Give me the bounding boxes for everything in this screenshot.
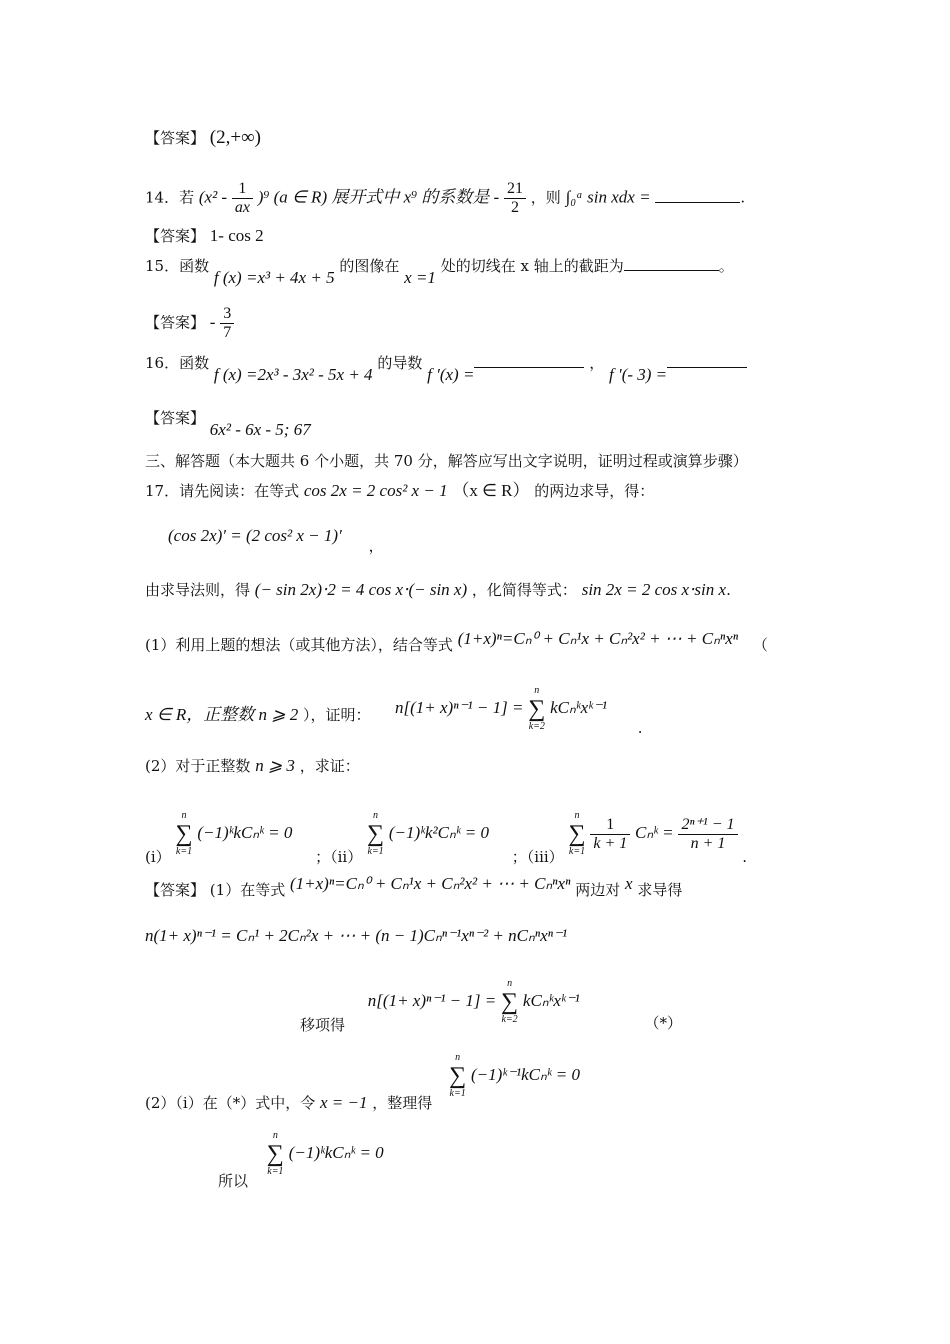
sol-s2-a: (2）（i）在（*）式中，令	[145, 1094, 316, 1112]
q15-function: f (x) =x³ + 4x + 5	[213, 268, 335, 287]
answer-15	[145, 305, 234, 342]
answer-14	[145, 226, 264, 246]
q17-part1-goal	[395, 685, 643, 737]
sum-upper: n	[272, 1130, 278, 1141]
q17-p1-paren: （	[752, 636, 768, 654]
q17-iii-num: 1	[590, 816, 630, 835]
q15-point: x =1	[404, 268, 436, 287]
sol-s2-b: ，整理得	[372, 1094, 433, 1112]
q17-deriv-eq: (cos 2x)′ = (2 cos² x − 1)′	[168, 526, 342, 545]
sum-upper: n	[534, 685, 540, 696]
q17-p1-goal-left: n[(1+ x)ⁿ⁻¹ − 1] =	[395, 698, 524, 717]
answer-blank	[655, 188, 740, 203]
q17-rule-b: ，化简得等式：	[471, 581, 577, 599]
q17-ii-label: ；（ii）	[315, 848, 363, 866]
q17-p1-eq: (1+x)ⁿ=Cₙ⁰ + Cₙ¹x + Cₙ²x² + ⋯ + Cₙⁿxⁿ	[457, 629, 739, 648]
q14-end: .	[740, 188, 746, 207]
solution-part2	[145, 1052, 581, 1112]
summation: n ∑ k=2	[528, 685, 546, 732]
q17-deriv-comma: ，	[368, 537, 384, 555]
sol-s1-eq: (1+x)ⁿ=Cₙ⁰ + Cₙ¹x + Cₙ²x² + ⋯ + Cₙⁿxⁿ	[289, 874, 571, 893]
sum-upper: n	[507, 978, 513, 989]
sum-upper: n	[181, 810, 187, 821]
q16-derivative-value: f ′(- 3) =	[609, 365, 668, 384]
answer-15-num: 3	[220, 305, 234, 324]
answer-16	[145, 408, 311, 439]
q15-mid: 的图像在	[339, 257, 400, 275]
sum-lower: k=2	[528, 721, 545, 732]
q17-part2	[145, 756, 360, 776]
q17-iii-den: k + 1	[593, 834, 628, 852]
sol-move-eq-left: n[(1+ x)ⁿ⁻¹ − 1] =	[367, 991, 497, 1010]
sum-lower: k=1	[175, 846, 193, 857]
sol-s1-x: x	[625, 874, 633, 893]
q17-p2-cond: n ⩾ 3	[255, 756, 295, 775]
sol-move-eq-right: kCₙᵏxᵏ⁻¹	[522, 991, 580, 1010]
answer-label: 【答案】	[145, 227, 206, 245]
q14-number: 14．若	[145, 188, 195, 207]
summation: n ∑ k=1	[367, 810, 385, 857]
q17-iii-rden: n + 1	[690, 834, 726, 852]
q14-frac2-num: 21	[504, 180, 526, 199]
q17-iii-label: ；（iii）	[511, 848, 564, 866]
sol-s1-c: 求导得	[637, 881, 683, 899]
sum-upper: n	[455, 1052, 461, 1063]
answer-13	[145, 128, 261, 148]
sum-lower: k=1	[367, 846, 384, 857]
solution-conclusion	[218, 1130, 384, 1190]
q17-identities	[145, 810, 748, 866]
sum-lower: k=1	[568, 846, 586, 857]
q17-ii-eq: (−1)ᵏk²Cₙᵏ = 0	[388, 823, 489, 842]
q17-rule-eq2: sin 2x = 2 cos x⋅sin x	[581, 580, 727, 599]
q16-function: f (x) =2x³ - 3x² - 5x + 4	[213, 365, 373, 384]
q17-rule	[145, 580, 731, 600]
answer-label: 【答案】	[145, 313, 206, 332]
q17-p1-end: .	[637, 719, 643, 737]
q14-fraction-2	[504, 180, 526, 217]
q16-mid: 的导数	[377, 354, 423, 372]
q15-tail: 处的切线在 x 轴上的截距为	[440, 257, 624, 275]
q17-intro-eq: cos 2x = 2 cos² x − 1	[303, 481, 448, 500]
sum-lower: k=1	[449, 1088, 466, 1099]
q17-part1	[145, 629, 768, 655]
summation: n ∑ k=1	[266, 1130, 284, 1177]
q17-rule-eq: (− sin 2x)⋅2 = 4 cos x⋅(− sin x)	[254, 580, 468, 599]
q17-intro-cond: （x ∈ R）	[452, 481, 530, 500]
q17-p1-b: ），证明：	[303, 706, 371, 724]
q17-iii-end: .	[742, 848, 748, 866]
q16-derivative: f ′(x) =	[427, 365, 475, 384]
q17-p2-b: ，求证：	[299, 757, 360, 775]
q17-intro	[145, 481, 654, 501]
q14-frac-num: 1	[232, 180, 253, 199]
q17-p2-a: (2）对于正整数	[145, 757, 251, 775]
q17-p1-cond: x ∈ R，正整数 n ⩾ 2	[145, 705, 299, 724]
q15-end: 。	[718, 257, 734, 275]
summation: n ∑ k=1	[175, 810, 193, 857]
solution-part1	[145, 874, 683, 900]
question-14	[145, 180, 745, 217]
q17-iii-mid: Cₙᵏ =	[635, 823, 674, 842]
answer-14-value: 1- cos 2	[209, 226, 264, 245]
q14-expr-c: ，则	[530, 188, 561, 207]
q14-expr-a: (x² -	[198, 187, 228, 207]
section-heading: 三、解答题（本大题共 6 个小题，共 70 分，解答应写出文字说明，证明过程或演算步骤）	[145, 452, 748, 470]
answer-15-sign: -	[209, 312, 216, 332]
q17-p1-goal-right: kCₙᵏxᵏ⁻¹	[550, 698, 607, 717]
q16-separator: ，	[589, 354, 605, 372]
summation: n ∑ k=1	[568, 810, 586, 857]
answer-blank	[624, 256, 719, 271]
sol-s1-a: (1）在等式	[209, 881, 286, 899]
sol-s1-line: n(1+ x)ⁿ⁻¹ = Cₙ¹ + 2Cₙ²x + ⋯ + (n − 1)Cₙⁿ⁻¹xⁿ⁻² + nCₙⁿxⁿ⁻¹	[145, 926, 568, 945]
q15-number: 15．函数	[145, 257, 210, 275]
q14-expr-b: )⁹ (a ∈ R) 展开式中 x⁹ 的系数是 -	[257, 187, 500, 207]
answer-13-value: (2,+∞)	[209, 127, 261, 148]
answer-15-den: 7	[223, 324, 232, 341]
sol-s1-b: 两边对	[575, 881, 621, 899]
sol-star: （*）	[644, 1014, 683, 1032]
q14-integral: ∫₀ᵃ sin xdx =	[565, 187, 651, 207]
q17-rule-end: .	[726, 581, 731, 599]
sol-so-label: 所以	[218, 1172, 249, 1190]
q14-fraction	[232, 180, 253, 217]
sum-lower: k=2	[501, 1014, 518, 1025]
answer-15-fraction	[220, 305, 234, 342]
q17-part1-cond	[145, 705, 371, 725]
summation: n ∑ k=1	[449, 1052, 467, 1099]
sum-lower: k=1	[267, 1166, 284, 1177]
answer-label: 【答案】	[145, 409, 206, 427]
summation: n ∑ k=2	[501, 978, 519, 1025]
question-16	[145, 353, 747, 384]
q17-intro-b: 的两边求导，得：	[534, 482, 655, 500]
answer-16-value: 6x² - 6x - 5; 67	[209, 420, 311, 439]
sum-upper: n	[373, 810, 379, 821]
sol-s2-x: x = −1	[319, 1093, 368, 1112]
q17-intro-a: 17．请先阅读：在等式	[145, 482, 300, 500]
answer-label: 【答案】	[145, 881, 206, 899]
q17-i-eq: (−1)ᵏkCₙᵏ = 0	[197, 823, 293, 842]
solution-derivative	[145, 926, 567, 946]
answer-blank	[474, 353, 584, 368]
q16-number: 16．函数	[145, 354, 210, 372]
solution-move	[300, 978, 683, 1034]
q17-derivative	[168, 526, 384, 555]
q17-iii-fraction	[590, 816, 630, 853]
q14-frac-den: ax	[234, 199, 250, 216]
sum-upper: n	[574, 810, 580, 821]
sol-so-eq: (−1)ᵏkCₙᵏ = 0	[288, 1143, 384, 1162]
q17-i-label: (i）	[145, 848, 171, 866]
sol-move-label: 移项得	[300, 1016, 346, 1034]
q14-frac2-den: 2	[511, 199, 519, 216]
question-15	[145, 256, 734, 287]
q17-iii-rnum: 2ⁿ⁺¹ − 1	[678, 816, 737, 835]
q17-rule-a: 由求导法则，得	[145, 581, 251, 599]
sol-s2-eq: (−1)ᵏ⁻¹kCₙᵏ = 0	[470, 1065, 581, 1084]
q17-p1-a: (1）利用上题的想法（或其他方法），结合等式	[145, 636, 453, 654]
answer-label: 【答案】	[145, 129, 206, 147]
q17-iii-rhs	[678, 816, 737, 853]
answer-blank	[667, 353, 747, 368]
